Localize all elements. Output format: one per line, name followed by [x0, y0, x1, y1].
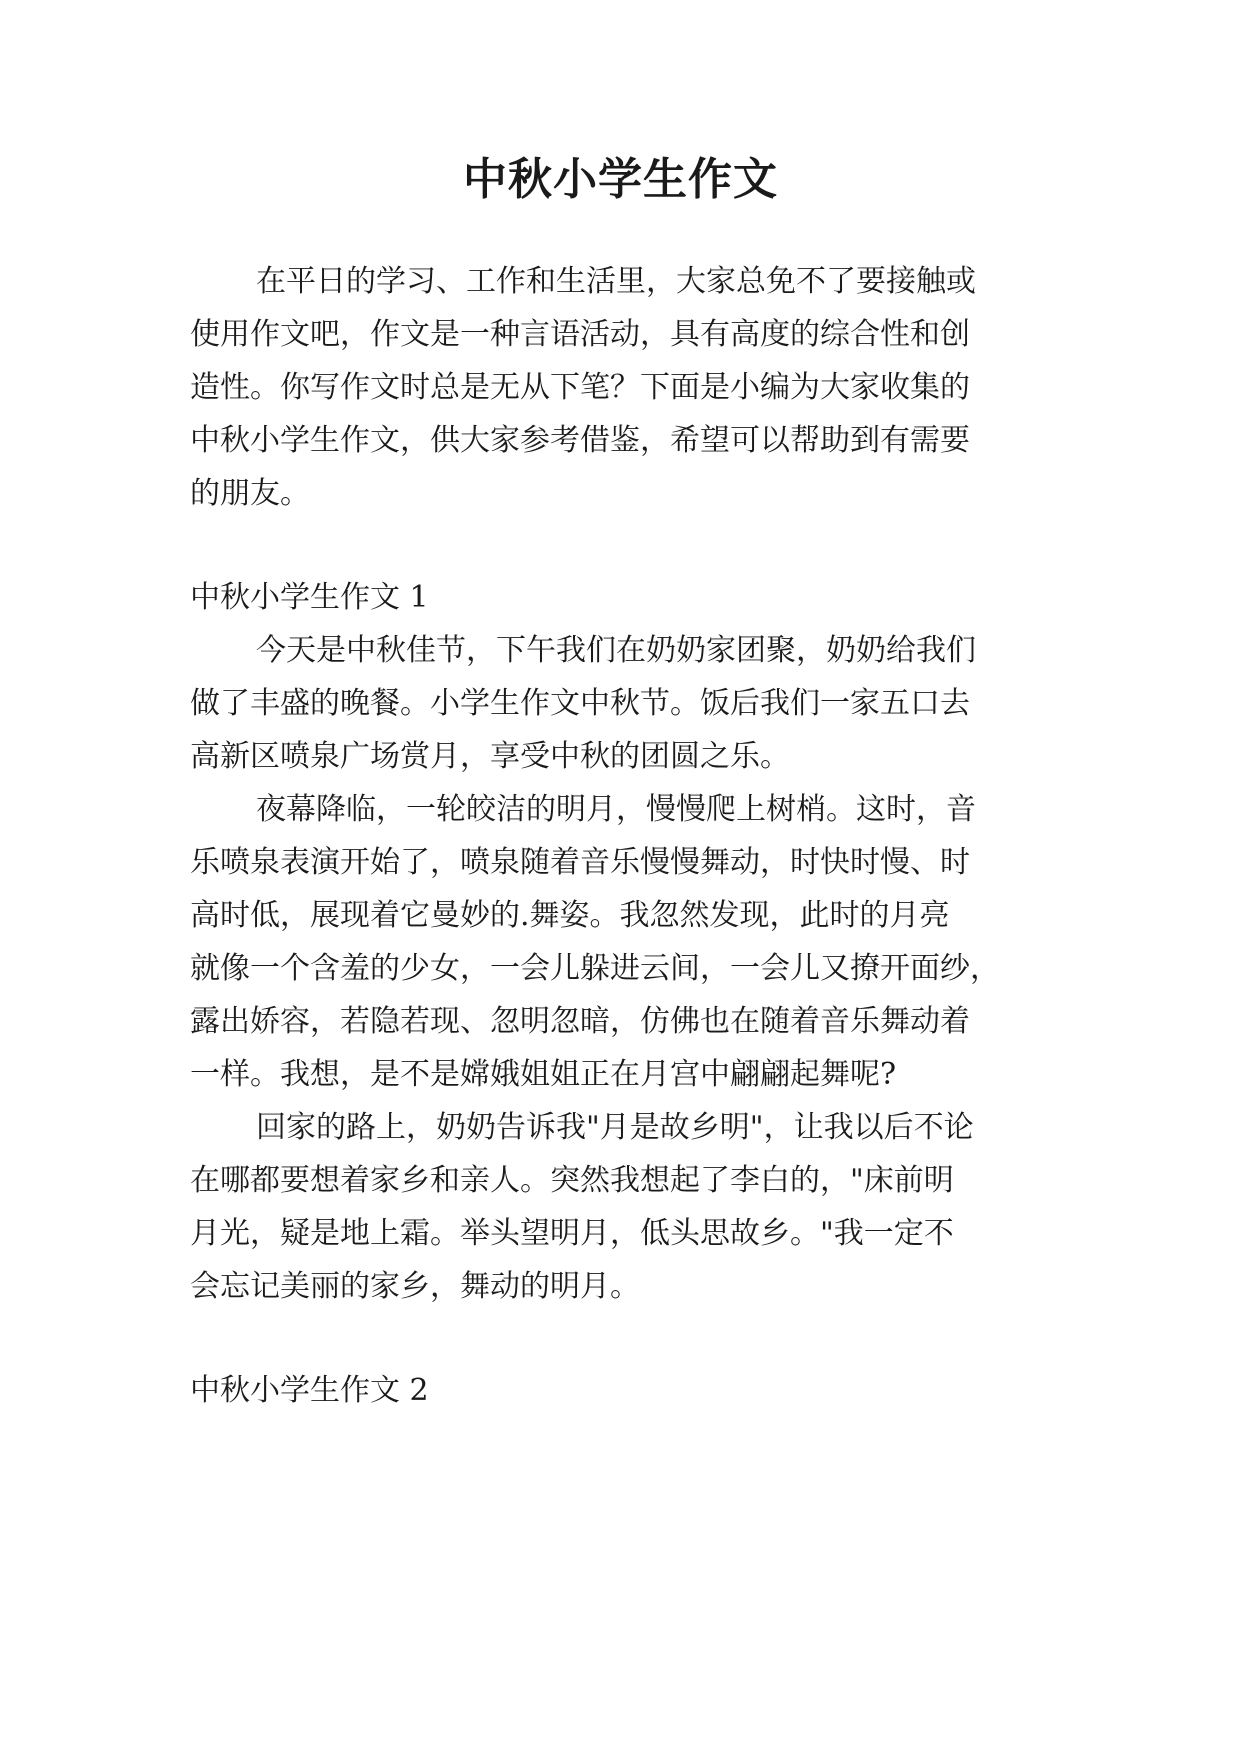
essay-1-line: 就像一个含羞的少女，一会儿躲进云间，一会儿又撩开面纱， — [190, 951, 1000, 986]
essay-2-heading: 中秋小学生作文 2 — [190, 1373, 429, 1408]
essay-1-line: 高新区喷泉广场赏月，享受中秋的团圆之乐。 — [190, 739, 790, 774]
essay-1-line: 一样。我想，是不是嫦娥姐姐正在月宫中翩翩起舞呢? — [190, 1057, 897, 1092]
intro-line: 使用作文吧，作文是一种言语活动，具有高度的综合性和创 — [190, 317, 970, 352]
essay-1-line: 回家的路上，奶奶告诉我"月是故乡明"，让我以后不论 — [256, 1110, 974, 1145]
essay-1-line: 会忘记美丽的家乡，舞动的明月。 — [190, 1269, 640, 1304]
essay-1-line: 露出娇容，若隐若现、忽明忽暗，仿佛也在随着音乐舞动着 — [190, 1004, 970, 1039]
essay-1-line: 夜幕降临，一轮皎洁的明月，慢慢爬上树梢。这时，音 — [256, 792, 976, 827]
essay-1-line: 今天是中秋佳节，下午我们在奶奶家团聚，奶奶给我们 — [256, 633, 976, 668]
essay-1-line: 在哪都要想着家乡和亲人。突然我想起了李白的，"床前明 — [190, 1163, 954, 1198]
intro-line: 的朋友。 — [190, 476, 310, 511]
essay-1-heading: 中秋小学生作文 1 — [190, 580, 429, 615]
essay-1-line: 做了丰盛的晚餐。小学生作文中秋节。饭后我们一家五口去 — [190, 686, 970, 721]
document-title: 中秋小学生作文 — [463, 154, 778, 205]
intro-line: 造性。你写作文时总是无从下笔？下面是小编为大家收集的 — [190, 370, 970, 405]
intro-line: 在平日的学习、工作和生活里，大家总免不了要接触或 — [256, 264, 976, 299]
intro-line: 中秋小学生作文，供大家参考借鉴，希望可以帮助到有需要 — [190, 423, 970, 458]
essay-1-line: 高时低，展现着它曼妙的.舞姿。我忽然发现，此时的月亮 — [190, 898, 950, 933]
essay-1-line: 月光，疑是地上霜。举头望明月，低头思故乡。"我一定不 — [190, 1216, 954, 1251]
essay-1-line: 乐喷泉表演开始了，喷泉随着音乐慢慢舞动，时快时慢、时 — [190, 845, 970, 880]
